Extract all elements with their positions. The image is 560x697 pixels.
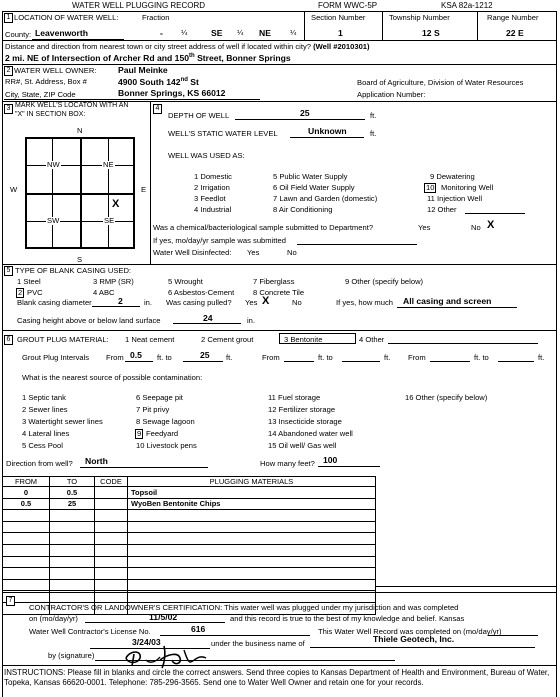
header-code: CODE [95,477,128,487]
signature-underline [95,660,395,661]
quarter-2-value[interactable]: NE [259,28,271,38]
address-superscript: nd [180,77,188,83]
row-to[interactable]: 25 [50,498,95,510]
grout-other-underline [388,343,538,344]
header-to: TO [50,477,95,487]
record-date-underline [488,635,538,636]
address-text: 4900 South 142 [118,76,181,87]
casing-other[interactable]: 9 Other (specify below) [345,277,424,286]
casing-pvc[interactable]: PVC [27,288,43,297]
use-irrigation[interactable]: 2 Irrigation [194,183,230,192]
row-code[interactable] [95,487,128,499]
address-text-end: St [187,76,199,87]
quarter-mark-1: ¼ [181,28,188,37]
casing-fiberglass[interactable]: 7 Fiberglass [253,277,295,286]
interval-3-unit: ft. [538,353,545,362]
divider [477,11,478,40]
casing-rmp[interactable]: 3 RMP (SR) [93,277,134,286]
section-2-number: 2 [4,66,13,76]
casing-abc[interactable]: 4 ABC [93,288,115,297]
grout-bentonite[interactable]: 3 Bentonite [284,335,323,344]
contam-cess-pool[interactable]: 5 Cess Pool [22,441,63,450]
casing-pulled-no[interactable]: No [292,298,302,307]
interval-underline [284,361,314,362]
section-number-label: Section Number [311,13,366,22]
divider [150,101,151,265]
license-label: Water Well Contractor's License No. [29,627,151,636]
compass-south: S [77,255,83,264]
city-label: City, State, ZIP Code [5,90,76,99]
depth-unit: ft. [370,111,377,120]
application-label: Application Number: [357,90,426,99]
divider [2,64,557,65]
interval-1-from-label: From [106,353,124,362]
contam-oil-gas-well[interactable]: 15 Oil well/ Gas well [268,441,337,450]
township-value[interactable]: 12 S [422,28,440,38]
completed-date-underline [85,622,225,623]
table-row[interactable] [3,544,376,556]
location-label: LOCATION OF WATER WELL: [14,13,119,22]
height-underline [173,323,241,324]
certification-line-1: CONTRACTOR'S OR LANDOWNER'S CERTIFICATION: This water well was plugged under my jurisdiction and was completed [29,603,459,612]
contam-insecticide-storage[interactable]: 13 Insecticide storage [268,417,342,426]
use-public-water-supply[interactable]: 5 Public Water Supply [273,172,348,181]
divider [2,592,557,593]
casing-diameter-unit: in. [144,298,153,307]
quarter-1-value[interactable]: SE [211,28,223,38]
distance-superscript: th [189,53,195,59]
quarter-mark-3: ¼ [290,28,297,37]
use-injection-well[interactable]: 11 Injection Well [427,194,483,203]
divider [2,330,557,331]
casing-pulled-yes[interactable]: Yes [245,298,258,307]
contam-sewage-lagoon[interactable]: 8 Sewage lagoon [136,417,195,426]
well-location-mark: X [112,198,120,210]
quadrant-sw: SW [47,216,60,225]
interval-2-unit: ft. [384,353,391,362]
chem-no[interactable]: No [471,223,481,232]
grout-intervals-label: Grout Plug Intervals [22,353,90,362]
interval-underline [430,361,470,362]
table-row[interactable] [3,556,376,568]
use-monitoring-well-number[interactable]: 10 [426,183,435,192]
form-title: WATER WELL PLUGGING RECORD [72,1,206,10]
row-to[interactable]: 0.5 [50,487,95,499]
quarter-dash: - [160,28,163,38]
table-row[interactable] [3,487,376,499]
business-name-value[interactable]: Thiele Geotech, Inc. [373,634,455,644]
map-label-1: MARK WELL'S LOCATON WITH AN [15,102,129,109]
quarter-divider [108,138,109,248]
contam-fertilizer-storage[interactable]: 12 Fertilizer storage [268,405,336,414]
contam-other[interactable]: 16 Other (specify below) [405,393,488,402]
contam-abandoned-well[interactable]: 14 Abandoned water well [268,429,353,438]
distance-value[interactable] [5,53,291,62]
owner-label: WATER WELL OWNER: [14,66,97,75]
casing-height-value[interactable]: 24 [203,313,213,323]
disinfected-label: Water Well Disinfected: [153,248,232,257]
interval-2-from-label: From [262,353,280,362]
direction-value[interactable]: North [85,456,108,466]
section-1-number: 1 [4,13,13,23]
interval-2-to-label: ft. to [318,353,333,362]
contam-watertight-sewer-lines[interactable]: 3 Watertight sewer lines [22,417,103,426]
distance-text: 2 mi. NE of Intersection of Archer Rd and 150 [5,52,190,63]
record-date-value[interactable]: 3/24/03 [132,637,161,647]
license-value[interactable]: 616 [191,624,206,634]
contam-pit-privy[interactable]: 7 Pit privy [136,405,170,414]
row-material[interactable]: Topsoil [128,487,376,499]
feet-value[interactable]: 100 [323,455,338,465]
row-code[interactable] [95,498,128,510]
well-number: (Well #2010301) [313,42,370,51]
static-level-label: WELL'S STATIC WATER LEVEL [168,129,278,138]
business-underline [310,647,535,648]
table-header-row [3,477,376,487]
table-row[interactable] [3,521,376,533]
divider [2,665,557,666]
section-5-number: 5 [4,266,13,276]
how-much-underline [397,307,517,308]
row-from[interactable]: 0.5 [3,498,50,510]
signature-label: by (signature) [48,651,95,660]
casing-steel[interactable]: 1 Steel [17,277,41,286]
direction-underline [80,467,208,468]
interval-3-from-label: From [408,353,426,362]
use-domestic[interactable]: 1 Domestic [194,172,232,181]
well-use-label: WELL WAS USED AS: [168,151,245,160]
direction-label: Direction from well? [6,459,73,468]
other-underline [465,213,525,214]
section-number-value[interactable]: 1 [338,28,343,38]
use-dewatering[interactable]: 9 Dewatering [430,172,475,181]
township-label: Township Number [389,13,450,22]
feet-label: How many feet? [260,459,315,468]
grout-other[interactable]: 4 Other [359,335,385,344]
board-label: Board of Agriculture, Division of Water Resources [357,78,524,87]
map-label-2: "X" IN SECTION BOX: [15,111,86,118]
interval-underline [183,361,223,362]
casing-height-label: Casing height above or below land surface [17,316,161,325]
certification-line-2: and this record is true to the best of my knowledge and belief. Kansas [230,614,465,623]
quarter-mark-2: ¼ [237,28,244,37]
casing-pulled-question: Was casing pulled? [166,298,232,307]
chem-yes[interactable]: Yes [418,223,431,232]
casing-concrete-tile[interactable]: 8 Concrete Tile [253,288,305,297]
divider [2,264,557,265]
divider [2,40,557,41]
form-number: FORM WWC-5P [318,1,378,10]
how-much-label: If yes, how much [336,298,393,307]
static-underline [290,137,364,138]
compass-east: E [141,185,147,194]
contam-seepage-pit[interactable]: 6 Seepage pit [136,393,183,402]
how-much-value[interactable]: All casing and screen [403,296,492,306]
contam-fuel-storage[interactable]: 11 Fuel storage [268,393,321,402]
divider [304,11,305,40]
table-row[interactable] [3,510,376,522]
range-label: Range Number [487,13,539,22]
interval-1-unit: ft. [226,353,233,362]
section-3-number: 3 [4,104,13,114]
certification-line-3: This Water Well Record was completed on (mo/day/yr) [318,627,502,636]
owner-name[interactable]: Paul Meinke [118,65,168,75]
contam-sewer-lines[interactable]: 2 Sewer lines [22,405,68,414]
casing-pulled-mark: X [262,295,270,307]
distance-text-end: Street, Bonner Springs [194,52,291,63]
quadrant-nw: NW [47,160,60,169]
divider [382,11,383,40]
diameter-underline [92,306,140,307]
ksa-reference: KSA 82a-1212 [441,1,493,10]
compass-north: N [77,126,83,135]
interval-underline [125,361,153,362]
interval-3-to-label: ft. to [474,353,489,362]
quarter-divider [26,165,134,166]
row-material[interactable]: WyoBen Bentonite Chips [128,498,376,510]
feet-underline [318,466,380,467]
divider [376,586,557,587]
grout-label: GROUT PLUG MATERIAL: [17,335,109,344]
table-row[interactable] [3,533,376,545]
use-air-conditioning[interactable]: 8 Air Conditioning [273,205,333,214]
contamination-label: What is the nearest source of possible contamination: [22,373,203,382]
interval-1-to-value[interactable]: 25 [200,350,210,360]
depth-label: DEPTH OF WELL [168,111,230,120]
county-label: County: [5,30,32,39]
business-name-label: under the business name of [211,639,305,648]
row-from[interactable]: 0 [3,487,50,499]
casing-height-unit: in. [247,316,256,325]
section-6-number: 6 [4,335,13,345]
distance-label [5,43,370,51]
table-row[interactable] [3,579,376,591]
sample-date-underline [297,244,417,245]
fraction-label: Fraction [142,13,170,22]
chem-sample-question: Was a chemical/bacteriological sample submitted to Department? [153,223,374,232]
use-oil-field-water-supply[interactable]: 6 Oil Field Water Supply [273,183,355,192]
casing-pvc-number[interactable]: 2 [18,288,23,297]
address-value[interactable] [118,77,199,86]
contam-feedyard[interactable]: Feedyard [146,429,179,438]
depth-underline [235,119,365,120]
sample-date-label: If yes, mo/day/yr sample was submitted [153,236,286,245]
header-materials: PLUGGING MATERIALS [128,477,376,487]
use-monitoring-well[interactable]: Monitoring Well [441,183,494,192]
interval-underline [498,361,534,362]
casing-wrought[interactable]: 5 Wrought [168,277,203,286]
license-underline [160,635,310,636]
casing-asbestos-cement[interactable]: 6 Asbestos-Cement [168,288,235,297]
completed-date-value[interactable]: 11/5/02 [149,612,178,622]
address-label: RR#, St. Address, Box # [5,77,87,86]
casing-diameter-value[interactable]: 2 [118,296,123,306]
city-value[interactable]: Bonner Springs, KS 66012 [118,88,226,98]
chem-answer-mark: X [487,219,495,231]
header-from: FROM [3,477,50,487]
use-other[interactable]: 12 Other [427,205,457,214]
table-row[interactable] [3,498,376,510]
quadrant-se: SE [104,216,115,225]
interval-1-from-value[interactable]: 0.5 [130,350,142,360]
contam-septic-tank[interactable]: 1 Septic tank [22,393,66,402]
range-value[interactable]: 22 E [506,28,524,38]
city-underline [4,99,260,100]
table-row[interactable] [3,568,376,580]
depth-value[interactable]: 25 [300,108,310,118]
quarter-divider [52,138,53,248]
interval-underline [342,361,380,362]
completed-on-label: on (mo/day/yr) [29,614,78,623]
disinfected-yes[interactable]: Yes [247,248,260,257]
quadrant-ne: NE [103,160,114,169]
static-level-value[interactable]: Unknown [308,126,347,136]
grout-neat-cement[interactable]: 1 Neat cement [125,335,175,344]
section-box-divider [26,193,134,195]
use-feedlot[interactable]: 3 Feedlot [194,194,226,203]
compass-west: W [10,185,18,194]
county-value[interactable]: Leavenworth [35,28,89,38]
grout-cement-grout[interactable]: 2 Cement grout [201,335,254,344]
casing-diameter-label: Blank casing diameter [17,298,92,307]
quarter-divider [26,221,134,222]
contam-feedyard-number[interactable]: 9 [137,429,142,438]
distance-question: Distance and direction from nearest town or city street address of well if located within city? [5,42,311,51]
use-industrial[interactable]: 4 Industrial [194,205,232,214]
disinfected-no[interactable]: No [287,248,297,257]
plugging-materials-table [2,476,376,615]
static-level-unit: ft. [370,129,377,138]
interval-1-to-label: ft. to [157,353,172,362]
section-4-number: 4 [153,104,162,114]
instructions-text: INSTRUCTIONS: Please fill in blanks and circle the correct answers. Send three copies to Kansas Department of Health and Environment, Bureau of Water, Topeka, Kansas 66620-0001. Telephone: 785-296-3565. Send one to Water Well Owner and retain one for your records. [4,668,550,687]
contam-lateral-lines[interactable]: 4 Lateral lines [22,429,70,438]
casing-label: TYPE OF BLANK CASING USED: [15,266,132,275]
section-7-number: 7 [6,596,15,606]
use-lawn-garden[interactable]: 7 Lawn and Garden (domestic) [273,194,378,203]
contam-livestock-pens[interactable]: 10 Livestock pens [136,441,197,450]
